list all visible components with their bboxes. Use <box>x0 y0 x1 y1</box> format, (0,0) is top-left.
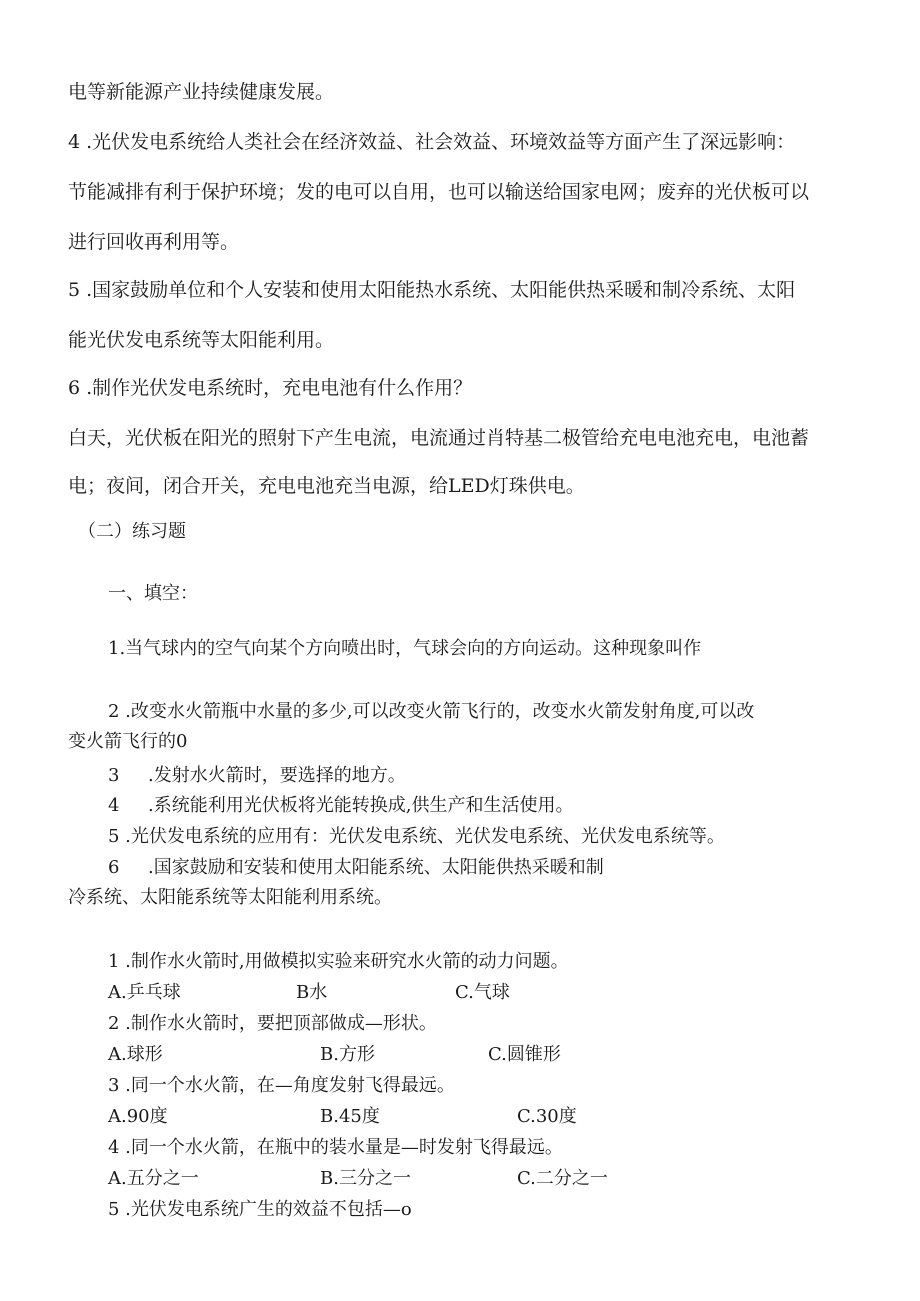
choice-3-option-b: B.45度 <box>320 1106 380 1127</box>
choice-1-option-a: A.乒乓球 <box>108 982 181 1003</box>
choice-1-option-b: B水 <box>296 982 328 1003</box>
answer-line: 电；夜间，闭合开关，充电电池充当电源，给LED灯珠供电。 <box>68 475 585 497</box>
choice-4-option-c: C.二分之一 <box>517 1168 608 1189</box>
choice-question-1: 1 .制作水火箭时,用做模拟实验来研究水火箭的动力问题。 <box>108 951 569 972</box>
choice-question-3: 3 .同一个水火箭，在—角度发射飞得最远。 <box>108 1075 455 1096</box>
fill-question-6: 6 .国家鼓励和安装和使用太阳能系统、太阳能供热采暖和制 <box>108 857 604 878</box>
paragraph-line: 电等新能源产业持续健康发展。 <box>68 81 335 103</box>
fill-question-2: 2 .改变水火箭瓶中水量的多少,可以改变火箭飞行的，改变水火箭发射角度,可以改 <box>108 701 755 722</box>
paragraph-item-4: 4 .光伏发电系统给人类社会在经济效益、社会效益、环境效益等方面产生了深远影响： <box>68 131 796 153</box>
fill-question-2-cont: 变火箭飞行的0 <box>68 731 188 752</box>
paragraph-line: 进行回收再利用等。 <box>68 231 240 253</box>
section-title: （二）练习题 <box>78 521 186 542</box>
fill-question-1: 1.当气球内的空气向某个方向喷出时，气球会向的方向运动。这种现象叫作 <box>108 638 702 659</box>
choice-4-option-a: A.五分之一 <box>108 1168 199 1189</box>
choice-1-option-c: C.气球 <box>455 982 510 1003</box>
answer-line: 白天，光伏板在阳光的照射下产生电流，电流通过肖特基二极管给充电电池充电，电池蓄 <box>68 427 810 449</box>
choice-3-option-c: C.30度 <box>517 1106 577 1127</box>
fill-question-5: 5 .光伏发电系统的应用有：光伏发电系统、光伏发电系统、光伏发电系统等。 <box>108 826 725 847</box>
choice-2-option-b: B.方形 <box>320 1044 375 1065</box>
choice-question-2: 2 .制作水火箭时，要把顶部做成—形状。 <box>108 1013 437 1034</box>
choice-2-option-a: A.球形 <box>108 1044 163 1065</box>
paragraph-line: 节能减排有利于保护环境；发的电可以自用，也可以输送给国家电网；废弃的光伏板可以 <box>68 181 810 203</box>
fill-question-3: 3 .发射水火箭时，要选择的地方。 <box>108 765 406 786</box>
fill-blank-heading: 一、填空： <box>108 583 198 604</box>
question-item-6: 6 .制作光伏发电系统时，充电电池有什么作用？ <box>68 377 473 399</box>
choice-question-4: 4 .同一个水火箭，在瓶中的装水量是—时发射飞得最远。 <box>108 1137 563 1158</box>
choice-4-option-b: B.三分之一 <box>320 1168 411 1189</box>
choice-question-5: 5 .光伏发电系统广生的效益不包括—o <box>108 1199 412 1220</box>
fill-question-4: 4 .系统能利用光伏板将光能转换成,供生产和生活使用。 <box>108 795 574 816</box>
paragraph-item-5: 5 .国家鼓励单位和个人安装和使用太阳能热水系统、太阳能供热采暖和制冷系统、太阳 <box>68 279 796 301</box>
fill-question-6-cont: 冷系统、太阳能系统等太阳能利用系统。 <box>68 887 392 908</box>
choice-3-option-a: A.90度 <box>108 1106 168 1127</box>
paragraph-line: 能光伏发电系统等太阳能利用。 <box>68 329 335 351</box>
choice-2-option-c: C.圆锥形 <box>488 1044 561 1065</box>
